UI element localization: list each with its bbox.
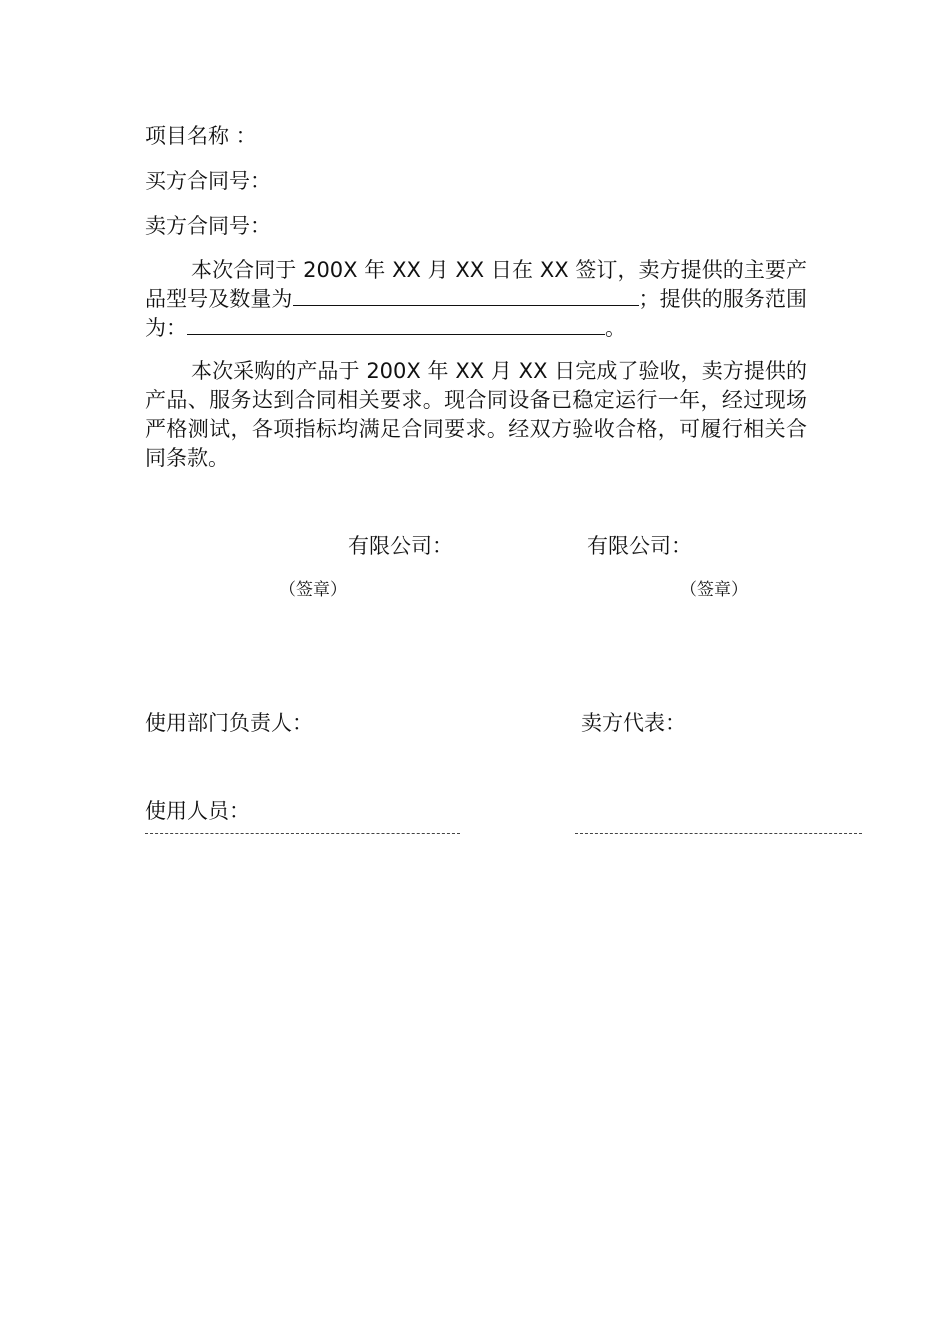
seller-seal-label: （签章）: [680, 580, 748, 600]
dept-head-label: 使用部门负责人：: [145, 711, 313, 735]
seller-contract-number-label: 卖方合同号：: [145, 214, 271, 238]
buyer-seal-label: （签章）: [279, 580, 347, 600]
project-name-label: 项目名称 ：: [145, 124, 257, 148]
contract-paragraph-text-1: 本次合同于 200X 年 XX 月 XX 日在 XX 签订，卖方提供的主要产品型号及数量为: [145, 258, 807, 311]
user-signature-line: [145, 833, 460, 834]
service-scope-blank: [187, 314, 605, 335]
product-model-quantity-blank: [293, 285, 639, 306]
buyer-contract-number-label: 买方合同号：: [145, 169, 271, 193]
seller-company-label: 有限公司：: [587, 534, 692, 558]
user-personnel-label: 使用人员：: [145, 799, 250, 823]
buyer-company-label: 有限公司：: [348, 534, 453, 558]
seller-signature-line: [575, 833, 862, 834]
contract-paragraph-text-2: ；提供的服务范围为：: [145, 287, 807, 340]
contract-paragraph-text-3: 。: [605, 316, 626, 340]
contract-paragraph: [145, 256, 807, 343]
acceptance-paragraph: 本次采购的产品于 200X 年 XX 月 XX 日完成了验收，卖方提供的产品、服务达到合同相关要求。现合同设备已稳定运行一年，经过现场严格测试，各项指标均满足合同要求。经双方验收合格，可履行相关合同条款。: [145, 359, 807, 470]
seller-representative-label: 卖方代表：: [581, 711, 686, 735]
